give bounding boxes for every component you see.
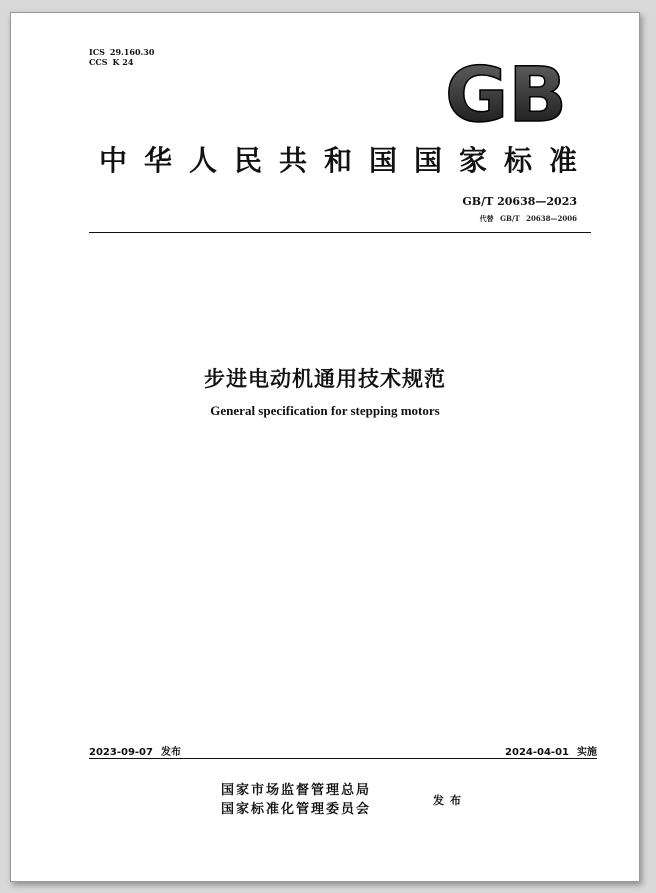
document-cover-page — [10, 12, 640, 882]
replaces-number: GB/T 20638—2006 — [500, 214, 577, 223]
implementation-date: 2024-04-01 — [505, 747, 569, 758]
issue-label: 发布 — [160, 747, 181, 758]
implementation-label: 实施 — [577, 747, 597, 758]
publish-label: 发布 — [433, 794, 467, 807]
replaces-label: 代替 — [479, 214, 494, 223]
ics-label: ICS — [89, 47, 105, 57]
ccs-value: K 24 — [112, 57, 134, 67]
ics-code — [89, 47, 159, 57]
classification-codes — [89, 47, 159, 67]
issuer-sac: 国家标准化管理委员会 — [221, 802, 372, 817]
document-title-chinese: 步进电动机通用技术规范 — [204, 367, 446, 391]
top-divider — [89, 232, 591, 233]
ccs-label: CCS — [89, 57, 108, 67]
issuing-authorities — [221, 781, 371, 819]
gb-logo-text: GB — [445, 57, 567, 129]
standard-number: GB/T 20638—2023 — [462, 195, 577, 208]
replaces-standard — [480, 214, 577, 224]
gb-logo — [443, 57, 569, 129]
national-standard-title: 中华人民共和国国家标准 — [99, 144, 595, 177]
ics-value: 29.160.30 — [109, 47, 155, 57]
ccs-code — [89, 57, 159, 67]
bottom-divider — [89, 758, 597, 759]
issue-date: 2023-09-07 — [89, 747, 153, 758]
implementation-date-block — [505, 743, 597, 758]
issue-date-block — [89, 743, 181, 758]
issuer-samr: 国家市场监督管理总局 — [221, 783, 372, 798]
document-title-english: General specification for stepping motors — [210, 403, 440, 418]
